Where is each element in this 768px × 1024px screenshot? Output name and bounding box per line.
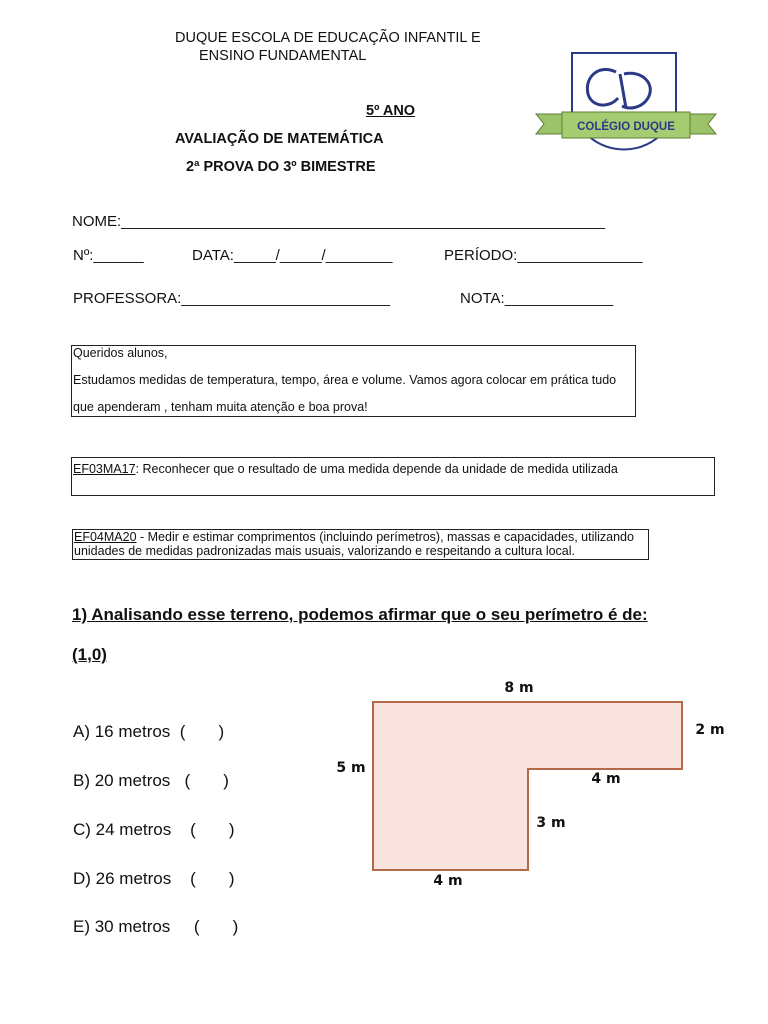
land-figure — [318, 668, 736, 898]
question-1-points: (1,0) — [72, 645, 107, 664]
skill-description: - Medir e estimar comprimentos (incluindo perímetros), massas e capacidades, utilizando unidades de medidas padronizadas mais usuais, valorizando e respeitando a cultura local. — [74, 530, 634, 558]
message-line3: que apenderam , tenham muita atenção e boa prova! — [73, 400, 368, 414]
skill-box-ef03ma17 — [71, 457, 715, 496]
message-line1: Queridos alunos, — [73, 346, 168, 360]
date-field[interactable]: DATA:_____/_____/________ — [192, 247, 393, 264]
teacher-field[interactable]: PROFESSORA:_________________________ — [73, 290, 390, 307]
dimension-top: 8 m — [504, 680, 534, 696]
message-line2: Estudamos medidas de temperatura, tempo, área e volume. Vamos agora colocar em prática tudo — [73, 373, 617, 387]
option-d[interactable]: D) 26 metros ( ) — [73, 869, 235, 888]
school-name-line2: ENSINO FUNDAMENTAL — [199, 48, 367, 64]
name-field[interactable]: NOME:__________________________________________________________ — [72, 213, 606, 230]
skill-code: EF04MA20 — [74, 530, 137, 544]
question-1-text: 1) Analisando esse terreno, podemos afirmar que o seu perímetro é de: — [72, 605, 648, 624]
school-logo — [534, 50, 718, 162]
school-name — [175, 29, 481, 65]
skill-code: EF03MA17 — [73, 462, 136, 476]
logo-banner-text: COLÉGIO DUQUE — [577, 121, 675, 133]
school-name-line1: DUQUE ESCOLA DE EDUCAÇÃO INFANTIL E — [175, 30, 481, 46]
grade-score-field[interactable]: NOTA:_____________ — [460, 290, 614, 307]
option-a[interactable]: A) 16 metros ( ) — [73, 722, 225, 741]
period-field[interactable]: PERÍODO:_______________ — [444, 247, 643, 264]
option-b[interactable]: B) 20 metros ( ) — [73, 771, 229, 790]
dimension-right: 2 m — [695, 722, 725, 738]
message-box — [71, 345, 636, 417]
skill-box-ef04ma20 — [72, 529, 649, 560]
exam-title: 2ª PROVA DO 3º BIMESTRE — [186, 159, 376, 175]
number-field[interactable]: Nº:______ — [73, 247, 144, 264]
option-e[interactable]: E) 30 metros ( ) — [73, 917, 239, 936]
skill-description: : Reconhecer que o resultado de uma medida depende da unidade de medida utilizada — [135, 462, 618, 476]
dimension-inner-vertical: 3 m — [536, 815, 566, 831]
dimension-inner-horizontal: 4 m — [591, 771, 621, 787]
dimension-left: 5 m — [336, 760, 366, 776]
exam-subject: AVALIAÇÃO DE MATEMÁTICA — [175, 131, 384, 147]
grade-label: 5º ANO — [366, 103, 416, 119]
dimension-bottom: 4 m — [433, 873, 463, 889]
option-c[interactable]: C) 24 metros ( ) — [73, 820, 235, 839]
